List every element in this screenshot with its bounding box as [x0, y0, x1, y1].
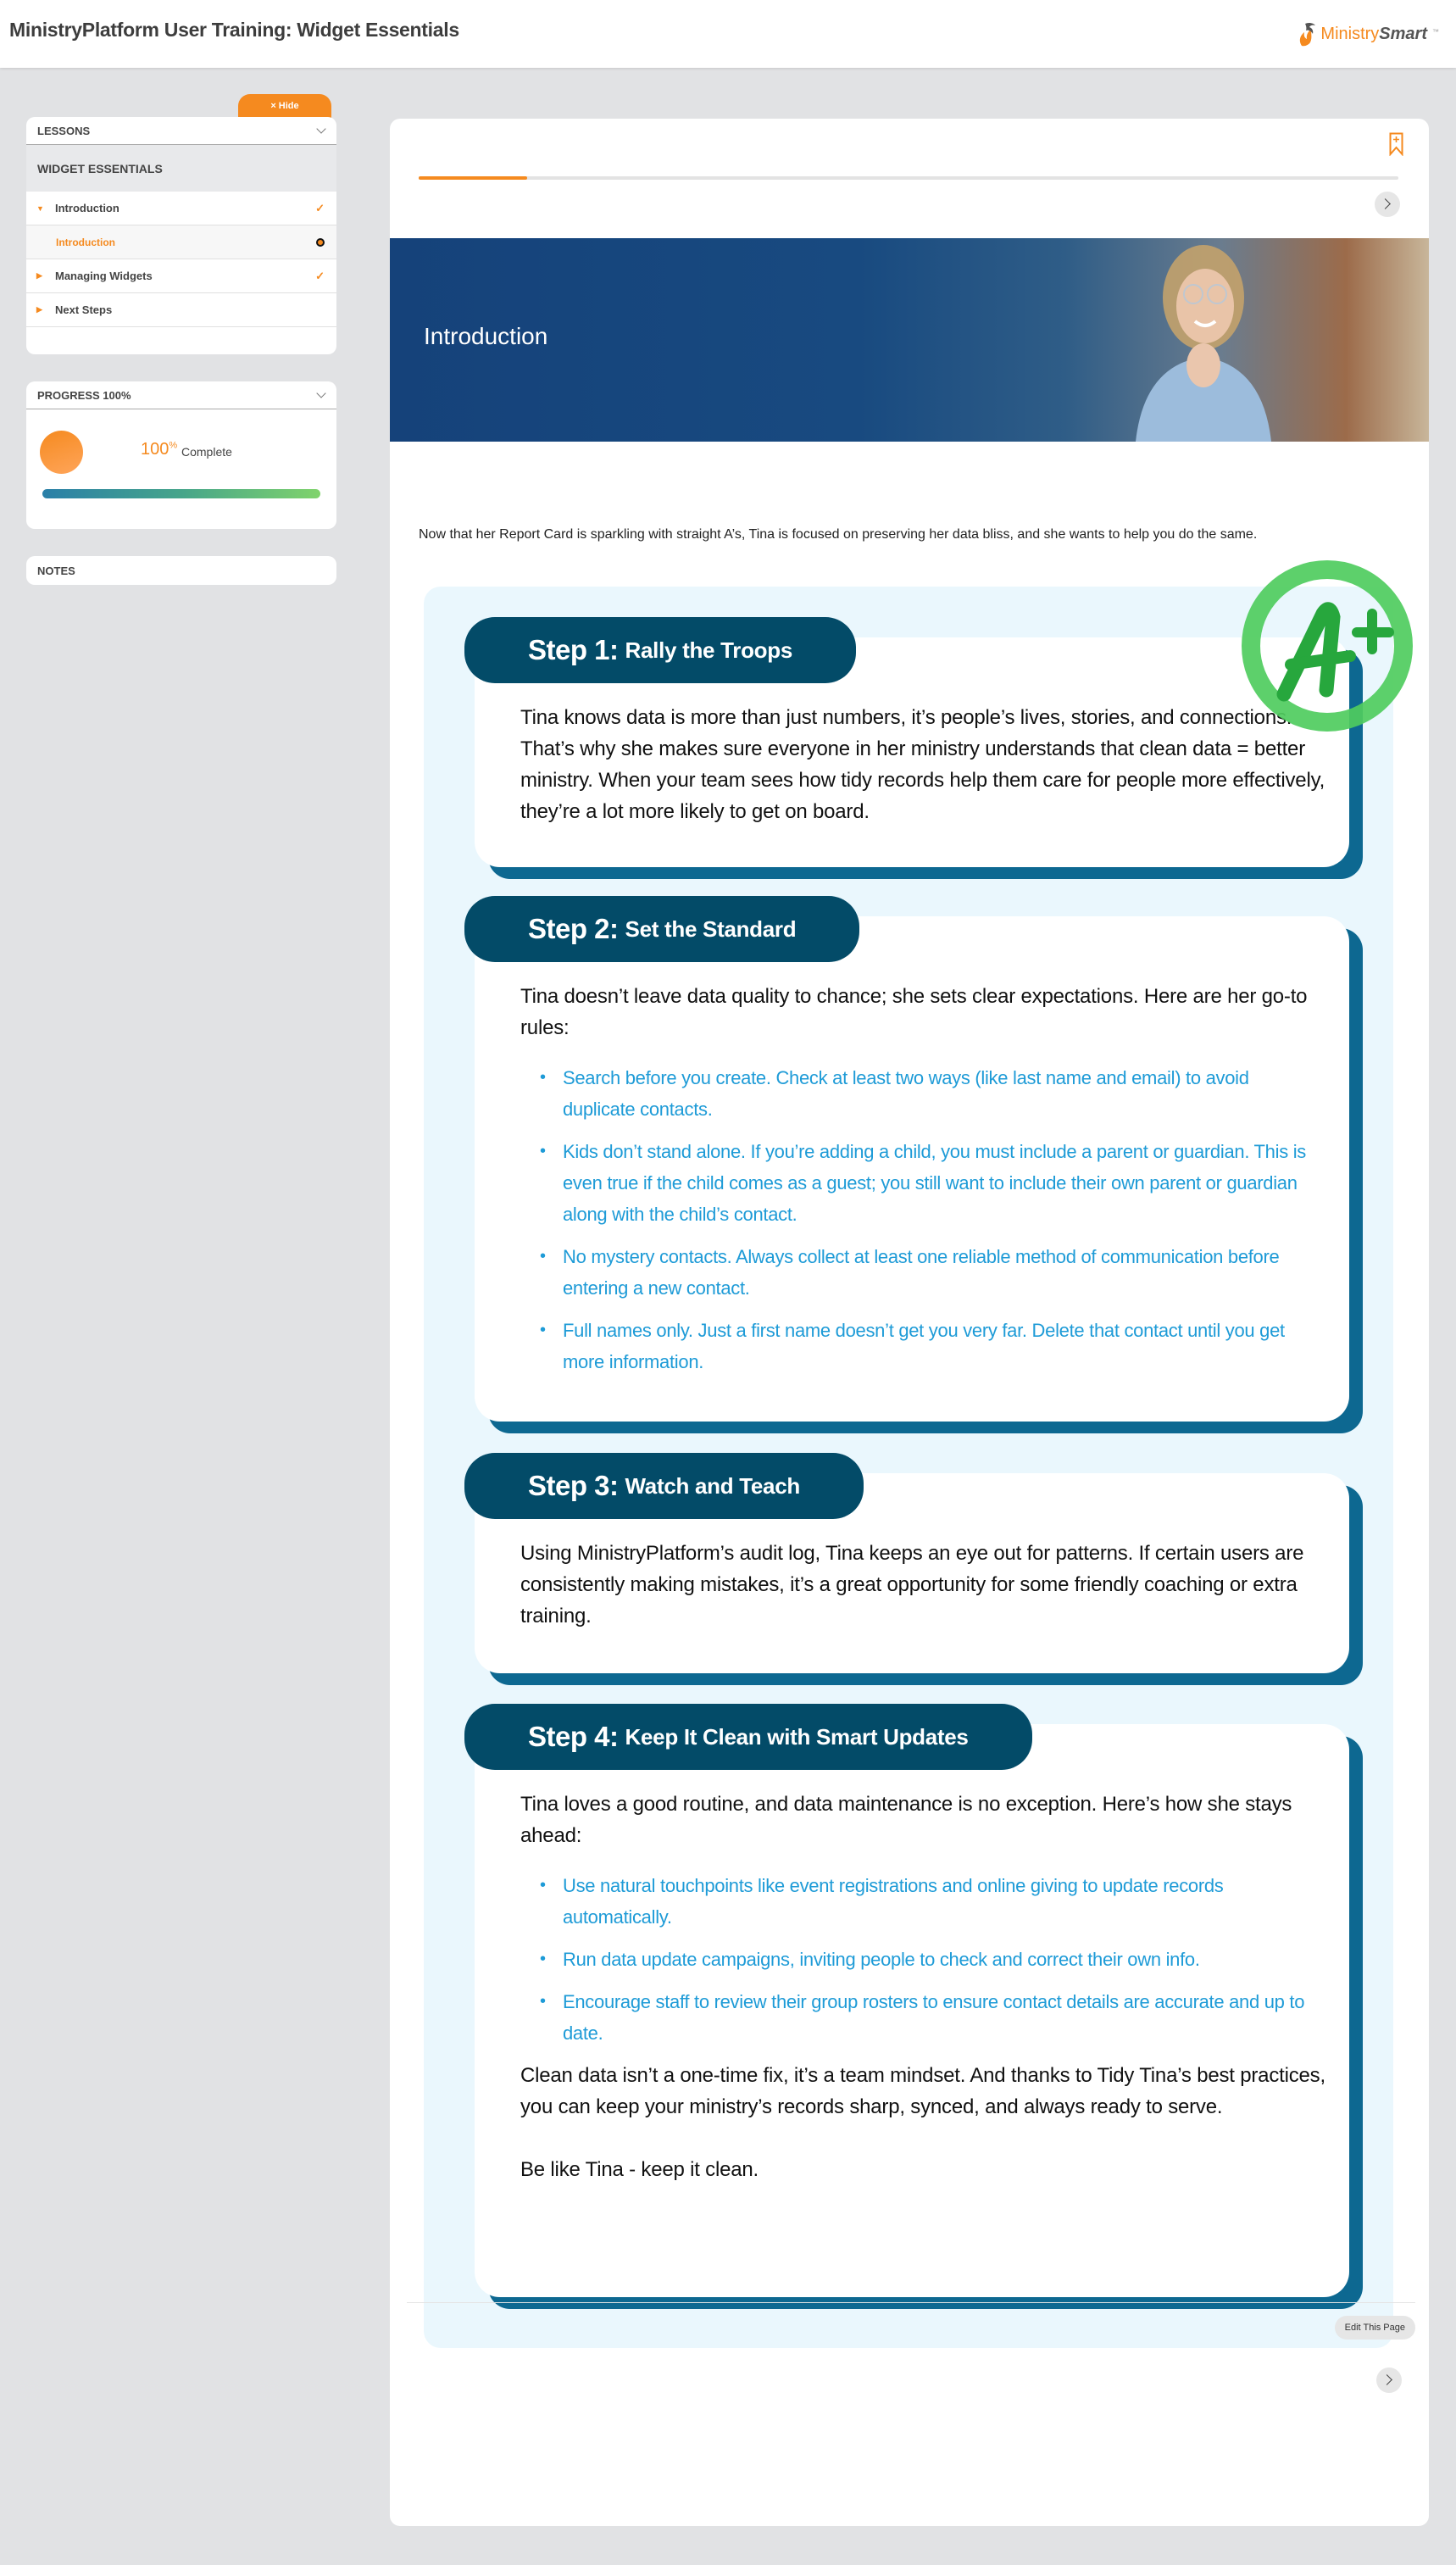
progress-panel: [26, 381, 336, 529]
top-bar: [0, 0, 1456, 68]
notes-header-label: NOTES: [37, 564, 75, 577]
flame-logo-icon: [1297, 20, 1317, 47]
trademark: ™: [1432, 27, 1439, 36]
list-item: • Kids don’t stand alone. If you’re adding a child, you must include a parent or guardian. This is even true if the child comes as a guest; you still want to include their own parent or guardian along with the child’s contact.: [520, 1136, 1325, 1230]
step-text: Tina knows data is more than just numbers, it’s people’s lives, stories, and connections. That’s why she makes sure everyone in her ministry understands that clean data = better ministry. When your team sees how tidy records help them care for people more effectively, they’re a lot more likely to get on board.: [520, 706, 1325, 823]
step-text: Tina loves a good routine, and data maintenance is no exception. Here’s how she stays ahead:: [520, 1793, 1292, 1847]
caret-right-icon: ▶: [36, 305, 42, 314]
page-progress-track: [419, 176, 1398, 180]
list-item: • Full names only. Just a first name doesn’t get you very far. Delete that contact until you get more information.: [520, 1315, 1325, 1377]
step-title: Rally the Troops: [625, 637, 792, 663]
notes-header[interactable]: [26, 556, 336, 585]
step-heading: [464, 896, 859, 962]
woman-smiling-image: [1102, 238, 1305, 442]
card-body: [475, 916, 1349, 1422]
course-section-title: WIDGET ESSENTIALS: [26, 145, 336, 192]
list-item: • Run data update campaigns, inviting people to check and correct their own info.: [520, 1944, 1325, 1975]
edit-page-button[interactable]: Edit This Page: [1335, 2316, 1415, 2340]
step-number: Step 1:: [528, 634, 619, 665]
page-progress-fill: [419, 176, 527, 180]
next-page-button-bottom[interactable]: [1376, 2367, 1402, 2393]
intro-paragraph: Now that her Report Card is sparkling with straight A’s, Tina is focused on preserving her data bliss, and she wants to help you do the same.: [419, 527, 1258, 542]
updates-list: [520, 1870, 1325, 2049]
lesson-label: Introduction: [55, 202, 119, 214]
lesson-label: Next Steps: [55, 303, 113, 316]
steps-container: [424, 587, 1393, 2348]
lessons-panel: [26, 117, 336, 354]
progress-header-label: PROGRESS 100%: [37, 388, 131, 402]
checkmark-icon: ✓: [315, 201, 325, 214]
chevron-down-icon[interactable]: [317, 391, 325, 399]
closing-text: Clean data isn’t a one-time fix, it’s a team mindset. And thanks to Tidy Tina’s best practices, you can keep your ministry’s records sharp, synced, and always ready to serve.: [520, 2064, 1325, 2118]
list-item: • Encourage staff to review their group rosters to ensure contact details are accurate and up to date.: [520, 1986, 1325, 2049]
lesson-item-managing-widgets[interactable]: [26, 259, 336, 293]
current-page-dot-icon: [316, 238, 325, 247]
checkmark-icon: ✓: [315, 269, 325, 282]
card-body: [475, 1724, 1349, 2297]
step-4-card: [464, 1704, 1363, 2297]
lessons-header-label: LESSONS: [37, 124, 91, 137]
closing-tagline: Be like Tina - keep it clean.: [520, 2158, 759, 2181]
step-3-card: [464, 1453, 1363, 1673]
notes-panel[interactable]: [26, 556, 336, 585]
list-item: • No mystery contacts. Always collect at least one reliable method of communication before entering a new contact.: [520, 1241, 1325, 1304]
caret-down-icon: ▼: [36, 203, 44, 213]
progress-bar: [42, 489, 320, 498]
caret-right-icon: ▶: [36, 271, 42, 280]
step-title: Watch and Teach: [625, 1472, 800, 1499]
brand-name: MinistrySmart: [1320, 24, 1427, 43]
step-text: Tina doesn’t leave data quality to chance; she sets clear expectations. Here are her go-to rules:: [520, 985, 1308, 1039]
step-title: Set the Standard: [625, 915, 797, 942]
step-1-card: [464, 617, 1363, 867]
next-page-button[interactable]: [1375, 192, 1400, 217]
progress-percent: 100%: [141, 440, 178, 459]
hero-banner: [390, 238, 1429, 442]
step-2-card: [464, 896, 1363, 1422]
progress-header[interactable]: [26, 381, 336, 409]
lesson-page-introduction[interactable]: [26, 225, 336, 259]
progress-circle: [40, 431, 83, 474]
lesson-page-label: Introduction: [56, 236, 115, 248]
step-number: Step 2:: [528, 913, 619, 944]
bookmark-add-icon[interactable]: [1389, 132, 1403, 156]
a-plus-grade-badge-icon: [1231, 554, 1423, 746]
chevron-down-icon[interactable]: [317, 126, 325, 135]
step-heading: [464, 617, 856, 683]
app-title: MinistryPlatform User Training: Widget Essentials: [9, 19, 459, 41]
footer-divider: [407, 2302, 1415, 2303]
lesson-content-card: [390, 119, 1429, 2526]
list-item: • Search before you create. Check at least two ways (like last name and email) to avoid duplicate contacts.: [520, 1062, 1325, 1125]
lessons-header[interactable]: [26, 117, 336, 145]
lesson-item-introduction[interactable]: [26, 192, 336, 225]
step-number: Step 3:: [528, 1470, 619, 1501]
step-heading: [464, 1704, 1032, 1770]
step-text: Using MinistryPlatform’s audit log, Tina keeps an eye out for patterns. If certain users are consistently making mistakes, it’s a great opportunity for some friendly coaching or extra training.: [520, 1542, 1304, 1627]
hide-sidebar-button[interactable]: × Hide: [238, 94, 331, 118]
lesson-item-next-steps[interactable]: [26, 293, 336, 327]
lesson-label: Managing Widgets: [55, 270, 153, 282]
step-heading: [464, 1453, 864, 1519]
ministrysmart-logo: [1297, 20, 1439, 47]
list-item: • Use natural touchpoints like event registrations and online giving to update records automatically.: [520, 1870, 1325, 1933]
step-title: Keep It Clean with Smart Updates: [625, 1723, 969, 1750]
step-number: Step 4:: [528, 1721, 619, 1752]
hero-title: Introduction: [424, 323, 548, 349]
rules-list: [520, 1062, 1325, 1377]
progress-label: Complete: [181, 445, 232, 459]
